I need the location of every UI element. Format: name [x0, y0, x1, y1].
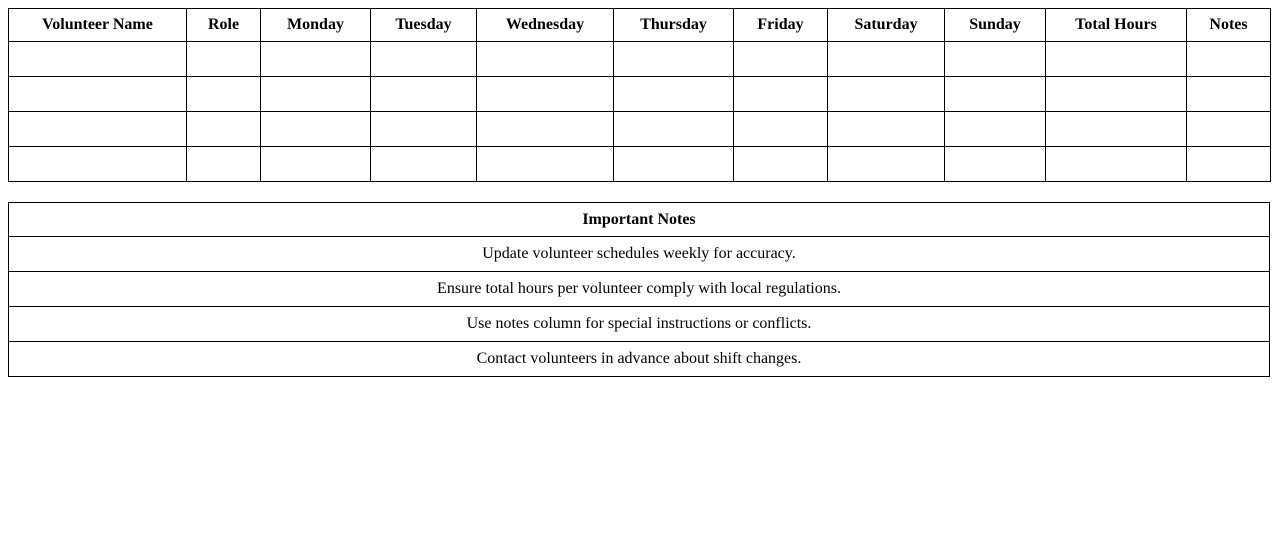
schedule-cell — [734, 77, 828, 112]
schedule-cell — [261, 77, 371, 112]
schedule-cell — [614, 112, 734, 147]
schedule-cell — [1046, 42, 1187, 77]
note-item: Ensure total hours per volunteer comply with local regulations. — [9, 272, 1270, 307]
schedule-cell — [187, 147, 261, 182]
header-saturday: Saturday — [828, 9, 945, 42]
volunteer-schedule-table — [8, 8, 1271, 182]
schedule-cell — [828, 147, 945, 182]
schedule-row — [9, 147, 1271, 182]
note-row — [9, 307, 1270, 342]
schedule-cell — [371, 147, 477, 182]
header-wednesday: Wednesday — [477, 9, 614, 42]
schedule-cell — [261, 147, 371, 182]
schedule-cell — [1187, 147, 1271, 182]
schedule-cell — [477, 112, 614, 147]
schedule-row — [9, 42, 1271, 77]
schedule-cell — [371, 112, 477, 147]
schedule-cell — [187, 112, 261, 147]
note-item: Use notes column for special instructions or conflicts. — [9, 307, 1270, 342]
schedule-cell — [614, 77, 734, 112]
schedule-cell — [828, 112, 945, 147]
note-item: Update volunteer schedules weekly for accuracy. — [9, 237, 1270, 272]
header-sunday: Sunday — [945, 9, 1046, 42]
schedule-cell — [261, 42, 371, 77]
schedule-cell — [1187, 112, 1271, 147]
schedule-row — [9, 112, 1271, 147]
schedule-cell — [945, 77, 1046, 112]
schedule-cell — [261, 112, 371, 147]
note-row — [9, 272, 1270, 307]
schedule-cell — [1187, 77, 1271, 112]
schedule-cell — [9, 42, 187, 77]
schedule-header-row — [9, 9, 1271, 42]
schedule-cell — [614, 42, 734, 77]
notes-title: Important Notes — [9, 203, 1270, 237]
header-thursday: Thursday — [614, 9, 734, 42]
schedule-cell — [371, 77, 477, 112]
schedule-cell — [187, 77, 261, 112]
schedule-cell — [734, 42, 828, 77]
header-notes: Notes — [1187, 9, 1271, 42]
schedule-cell — [945, 112, 1046, 147]
header-volunteer-name: Volunteer Name — [9, 9, 187, 42]
header-tuesday: Tuesday — [371, 9, 477, 42]
note-row — [9, 237, 1270, 272]
header-role: Role — [187, 9, 261, 42]
schedule-cell — [828, 77, 945, 112]
schedule-cell — [734, 112, 828, 147]
schedule-cell — [734, 147, 828, 182]
schedule-cell — [945, 147, 1046, 182]
header-friday: Friday — [734, 9, 828, 42]
schedule-cell — [945, 42, 1046, 77]
schedule-cell — [9, 147, 187, 182]
schedule-cell — [828, 42, 945, 77]
schedule-cell — [1046, 112, 1187, 147]
schedule-cell — [371, 42, 477, 77]
schedule-cell — [477, 147, 614, 182]
header-monday: Monday — [261, 9, 371, 42]
schedule-cell — [614, 147, 734, 182]
notes-title-row — [9, 203, 1270, 237]
schedule-cell — [187, 42, 261, 77]
schedule-cell — [9, 77, 187, 112]
schedule-cell — [1046, 77, 1187, 112]
note-row — [9, 342, 1270, 377]
header-total-hours: Total Hours — [1046, 9, 1187, 42]
schedule-cell — [1187, 42, 1271, 77]
schedule-cell — [477, 42, 614, 77]
schedule-cell — [9, 112, 187, 147]
schedule-row — [9, 77, 1271, 112]
schedule-cell — [477, 77, 614, 112]
note-item: Contact volunteers in advance about shift changes. — [9, 342, 1270, 377]
important-notes-table — [8, 202, 1270, 377]
schedule-cell — [1046, 147, 1187, 182]
